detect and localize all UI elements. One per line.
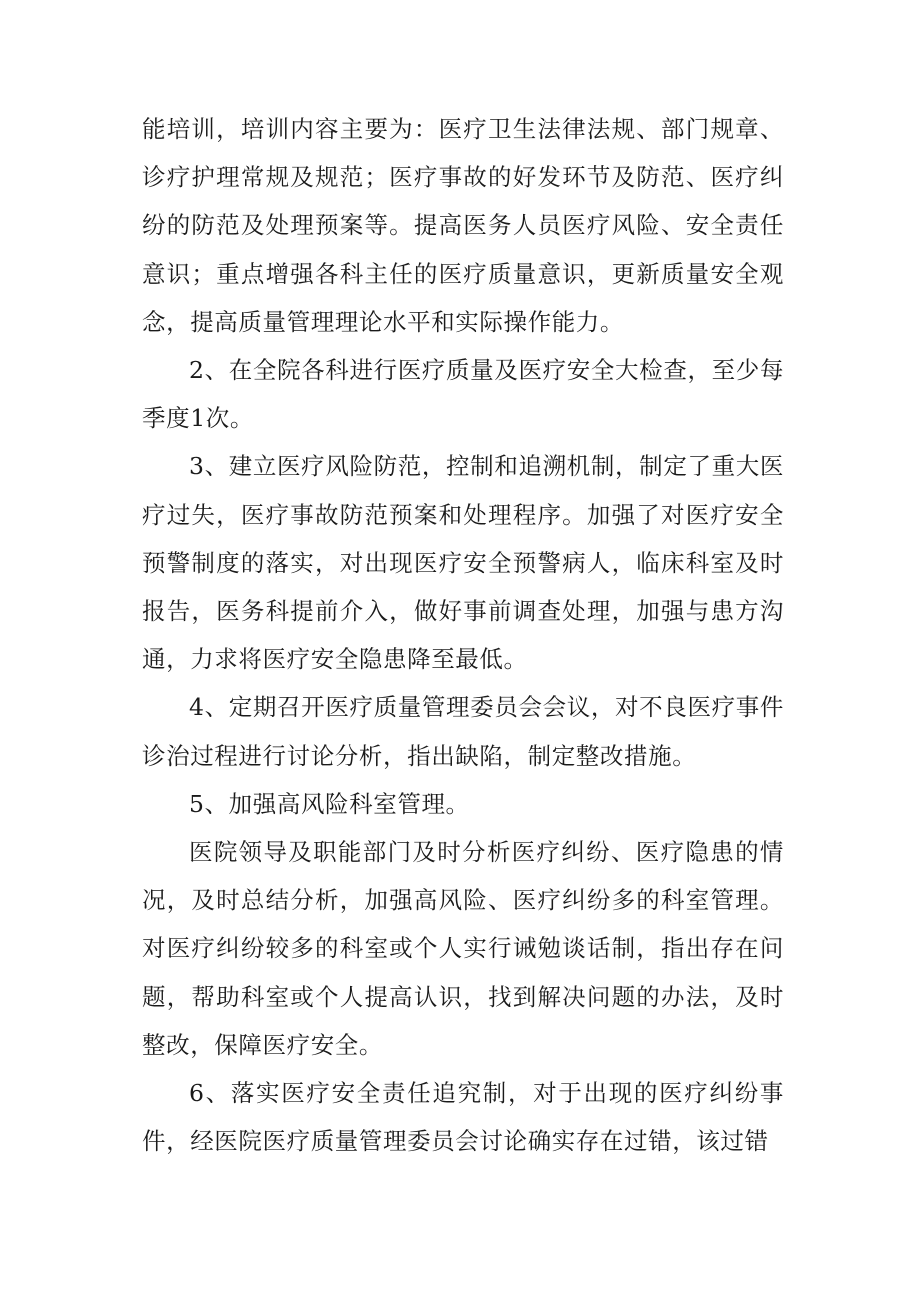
paragraph-item-5: 5、加强高风险科室管理。 (189, 789, 470, 818)
paragraph-continuation: 能培训，培训内容主要为：医疗卫生法律法规、部门规章、诊疗护理常规及规范；医疗事故的好发环节及防范、医疗纠纷的防范及处理预案等。提高医务人员医疗风险、安全责任意识；重点增强各科主任的医疗质量意识，更新质量安全观念，提高质量管理理论水平和实际操作能力。 (142, 115, 784, 336)
paragraph-item-3: 3、建立医疗风险防范，控制和追溯机制，制定了重大医疗过失，医疗事故防范预案和处理程序。加强了对医疗安全预警制度的落实，对出现医疗安全预警病人，临床科室及时报告，医务科提前介入，做好事前调查处理，加强与患方沟通，力求将医疗安全隐患降至最低。 (142, 452, 784, 674)
paragraph-item-6: 6、落实医疗安全责任追究制，对于出现的医疗纠纷事件，经医院医疗质量管理委员会讨论确实存在过错，该过错 (142, 1079, 784, 1156)
paragraph-item-5-detail: 医院领导及职能部门及时分析医疗纠纷、医疗隐患的情况，及时总结分析，加强高风险、医疗纠纷多的科室管理。对医疗纠纷较多的科室或个人实行诫勉谈话制，指出存在问题，帮助科室或个人提高认识，找到解决问题的办法，及时整改，保障医疗安全。 (142, 838, 784, 1059)
paragraph-item-4: 4、定期召开医疗质量管理委员会会议，对不良医疗事件诊治过程进行讨论分析，指出缺陷，制定整改措施。 (142, 693, 784, 770)
paragraph-item-2: 2、在全院各科进行医疗质量及医疗安全大检查，至少每季度1次。 (142, 356, 784, 433)
document-body (142, 105, 784, 1165)
